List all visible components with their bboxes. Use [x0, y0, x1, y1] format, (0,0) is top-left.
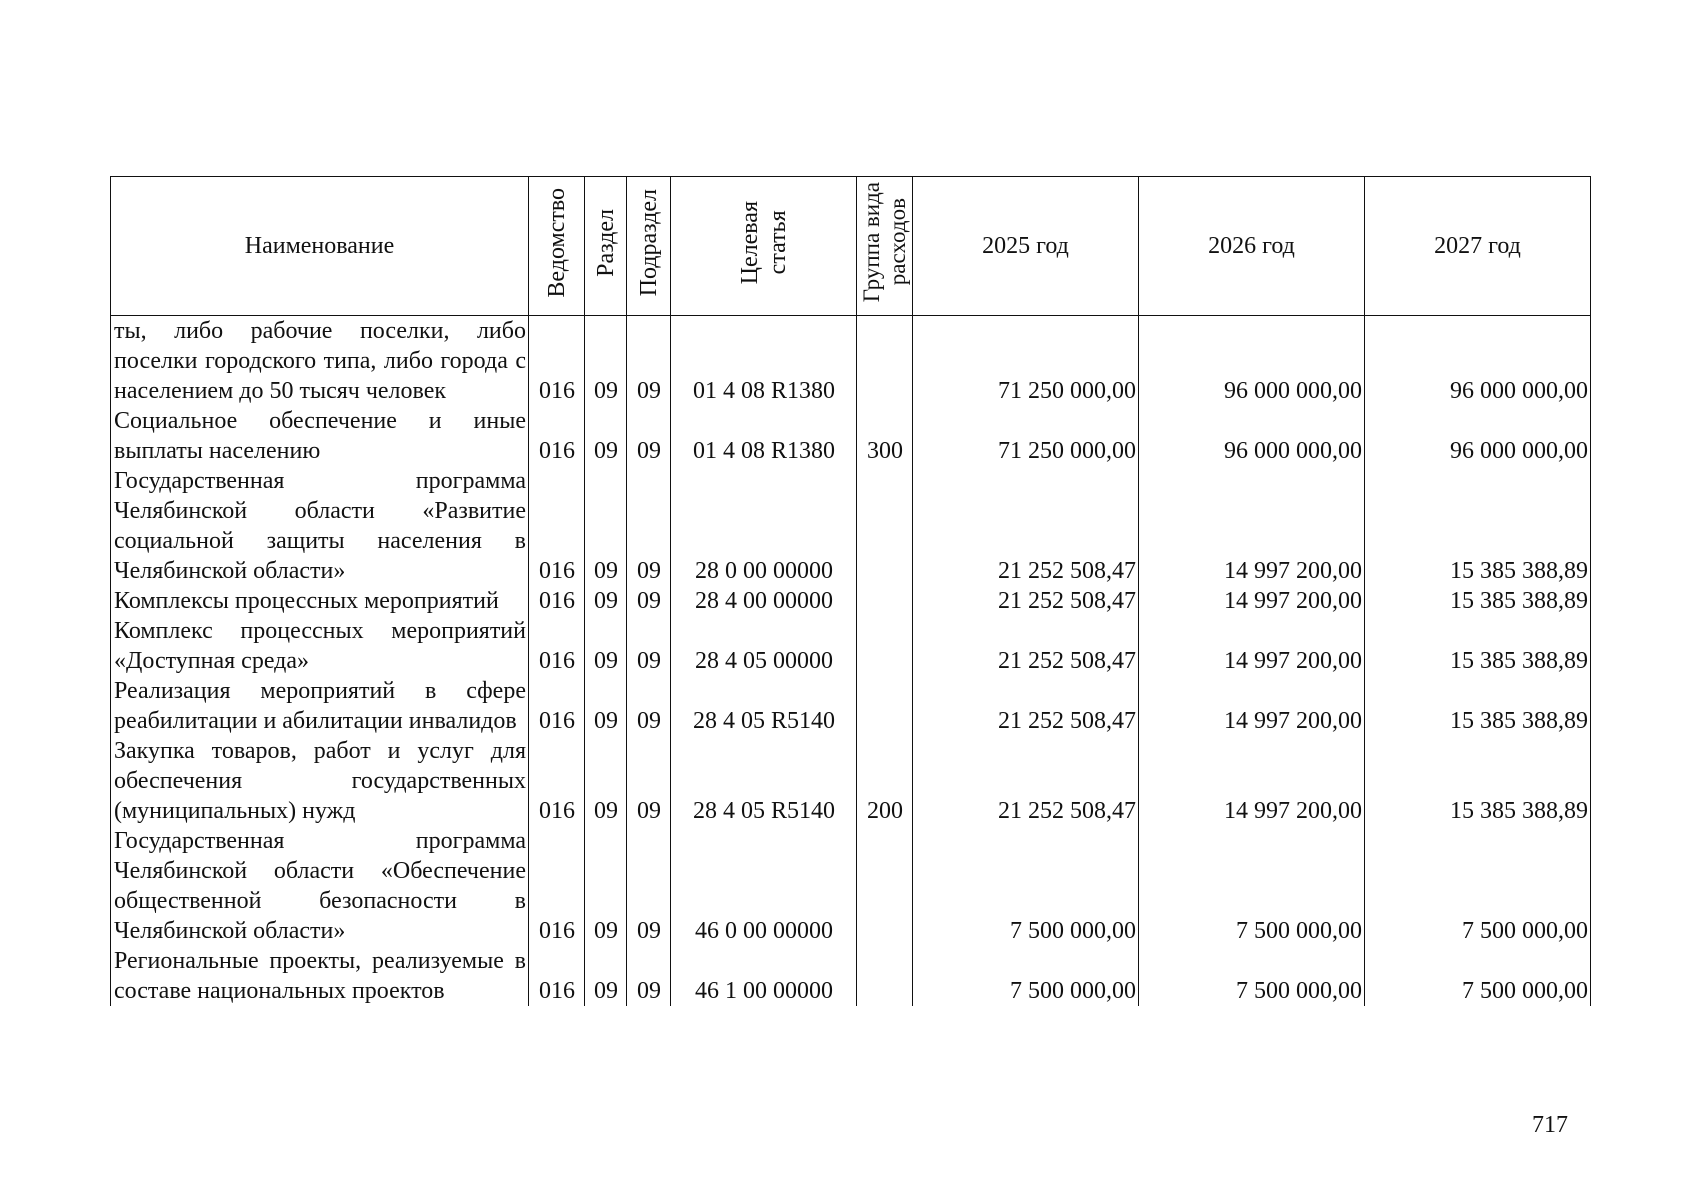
header-2026: [1139, 177, 1365, 316]
document-page: [110, 176, 1594, 1138]
cell-target: 46 1 00 00000: [671, 946, 857, 1006]
table-row: [111, 616, 1591, 676]
header-2025-label: 2025 год: [982, 233, 1069, 259]
cell-y2027: 7 500 000,00: [1365, 946, 1591, 1006]
cell-y2026: 14 997 200,00: [1139, 466, 1365, 586]
header-name: [111, 177, 529, 316]
header-dept-label: Ведомство: [543, 187, 570, 298]
cell-y2027: 15 385 388,89: [1365, 586, 1591, 616]
cell-target: 28 4 05 R5140: [671, 736, 857, 826]
cell-target: 46 0 00 00000: [671, 826, 857, 946]
cell-exp: [857, 676, 913, 736]
table-row: [111, 586, 1591, 616]
table-row: [111, 946, 1591, 1006]
cell-y2027: 15 385 388,89: [1365, 466, 1591, 586]
cell-exp: [857, 586, 913, 616]
cell-y2025: 7 500 000,00: [913, 946, 1139, 1006]
header-expense-group: [857, 177, 913, 316]
cell-name: Комплекс процессных мероприятий «Доступная среда»: [111, 616, 529, 676]
cell-section: 09: [585, 466, 627, 586]
cell-dept: 016: [529, 616, 585, 676]
table-row: [111, 736, 1591, 826]
cell-y2025: 71 250 000,00: [913, 406, 1139, 466]
cell-y2025: 71 250 000,00: [913, 316, 1139, 407]
cell-y2027: 15 385 388,89: [1365, 736, 1591, 826]
header-2026-label: 2026 год: [1208, 233, 1295, 259]
cell-subsection: 09: [627, 946, 671, 1006]
cell-dept: 016: [529, 946, 585, 1006]
cell-target: 01 4 08 R1380: [671, 316, 857, 407]
cell-subsection: 09: [627, 736, 671, 826]
cell-y2026: 7 500 000,00: [1139, 946, 1365, 1006]
header-expense-line2: расходов: [884, 198, 910, 287]
cell-name: ты, либо рабочие поселки, либо поселки городского типа, либо города с населением до 50 тысяч человек: [111, 316, 529, 407]
header-dept: [529, 177, 585, 316]
cell-y2026: 96 000 000,00: [1139, 406, 1365, 466]
cell-section: 09: [585, 616, 627, 676]
table-row: [111, 316, 1591, 407]
cell-y2026: 14 997 200,00: [1139, 676, 1365, 736]
cell-section: 09: [585, 946, 627, 1006]
table-row: [111, 406, 1591, 466]
cell-target: 28 4 00 00000: [671, 586, 857, 616]
cell-section: 09: [585, 826, 627, 946]
cell-exp: [857, 616, 913, 676]
cell-y2026: 14 997 200,00: [1139, 736, 1365, 826]
cell-exp: 300: [857, 406, 913, 466]
cell-subsection: 09: [627, 586, 671, 616]
cell-name: Реализация мероприятий в сфере реабилитации и абилитации инвалидов: [111, 676, 529, 736]
cell-subsection: 09: [627, 616, 671, 676]
header-2027-label: 2027 год: [1434, 233, 1521, 259]
cell-target: 28 4 05 00000: [671, 616, 857, 676]
header-section: [585, 177, 627, 316]
cell-name: Закупка товаров, работ и услуг для обеспечения государственных (муниципальных) нужд: [111, 736, 529, 826]
header-name-label: Наименование: [244, 233, 395, 259]
cell-dept: 016: [529, 406, 585, 466]
cell-y2025: 21 252 508,47: [913, 736, 1139, 826]
cell-subsection: 09: [627, 466, 671, 586]
cell-y2027: 96 000 000,00: [1365, 406, 1591, 466]
cell-exp: [857, 466, 913, 586]
header-target: [671, 177, 857, 316]
cell-y2025: 21 252 508,47: [913, 466, 1139, 586]
cell-subsection: 09: [627, 676, 671, 736]
cell-y2025: 7 500 000,00: [913, 826, 1139, 946]
header-2027: [1365, 177, 1591, 316]
cell-dept: 016: [529, 316, 585, 407]
cell-name: Государственная программа Челябинской области «Развитие социальной защиты населения в Челябинской области»: [111, 466, 529, 586]
cell-y2027: 15 385 388,89: [1365, 616, 1591, 676]
header-expense-line1: Группа вида: [858, 182, 884, 303]
header-target-label: [736, 201, 792, 284]
header-target-line2: статья: [764, 210, 791, 275]
cell-dept: 016: [529, 466, 585, 586]
cell-exp: 200: [857, 736, 913, 826]
cell-y2027: 96 000 000,00: [1365, 316, 1591, 407]
cell-y2026: 14 997 200,00: [1139, 616, 1365, 676]
header-subsection-label: Подраздел: [635, 188, 662, 297]
cell-section: 09: [585, 406, 627, 466]
cell-subsection: 09: [627, 406, 671, 466]
cell-section: 09: [585, 676, 627, 736]
cell-target: 28 4 05 R5140: [671, 676, 857, 736]
header-2025: [913, 177, 1139, 316]
cell-section: 09: [585, 736, 627, 826]
page-number: 717: [1532, 1112, 1568, 1138]
cell-y2026: 7 500 000,00: [1139, 826, 1365, 946]
cell-exp: [857, 826, 913, 946]
cell-y2027: 15 385 388,89: [1365, 676, 1591, 736]
header-target-line1: Целевая: [736, 200, 763, 285]
cell-section: 09: [585, 586, 627, 616]
cell-y2026: 14 997 200,00: [1139, 586, 1365, 616]
cell-exp: [857, 946, 913, 1006]
cell-dept: 016: [529, 586, 585, 616]
cell-target: 28 0 00 00000: [671, 466, 857, 586]
cell-dept: 016: [529, 736, 585, 826]
table-body: [111, 316, 1591, 1007]
cell-y2025: 21 252 508,47: [913, 676, 1139, 736]
cell-section: 09: [585, 316, 627, 407]
cell-y2026: 96 000 000,00: [1139, 316, 1365, 407]
cell-dept: 016: [529, 676, 585, 736]
table-row: [111, 826, 1591, 946]
header-expense-label: [859, 182, 911, 302]
cell-dept: 016: [529, 826, 585, 946]
cell-target: 01 4 08 R1380: [671, 406, 857, 466]
cell-name: Региональные проекты, реализуемые в составе национальных проектов: [111, 946, 529, 1006]
cell-name: Социальное обеспечение и иные выплаты населению: [111, 406, 529, 466]
cell-subsection: 09: [627, 826, 671, 946]
header-row: [111, 177, 1591, 316]
cell-exp: [857, 316, 913, 407]
table-row: [111, 676, 1591, 736]
table-row: [111, 466, 1591, 586]
cell-y2027: 7 500 000,00: [1365, 826, 1591, 946]
cell-y2025: 21 252 508,47: [913, 616, 1139, 676]
header-subsection: [627, 177, 671, 316]
budget-table: [110, 176, 1591, 1006]
cell-y2025: 21 252 508,47: [913, 586, 1139, 616]
cell-name: Комплексы процессных мероприятий: [111, 586, 529, 616]
cell-subsection: 09: [627, 316, 671, 407]
cell-name: Государственная программа Челябинской области «Обеспечение общественной безопасности в Челябинской области»: [111, 826, 529, 946]
header-section-label: Раздел: [592, 208, 619, 277]
